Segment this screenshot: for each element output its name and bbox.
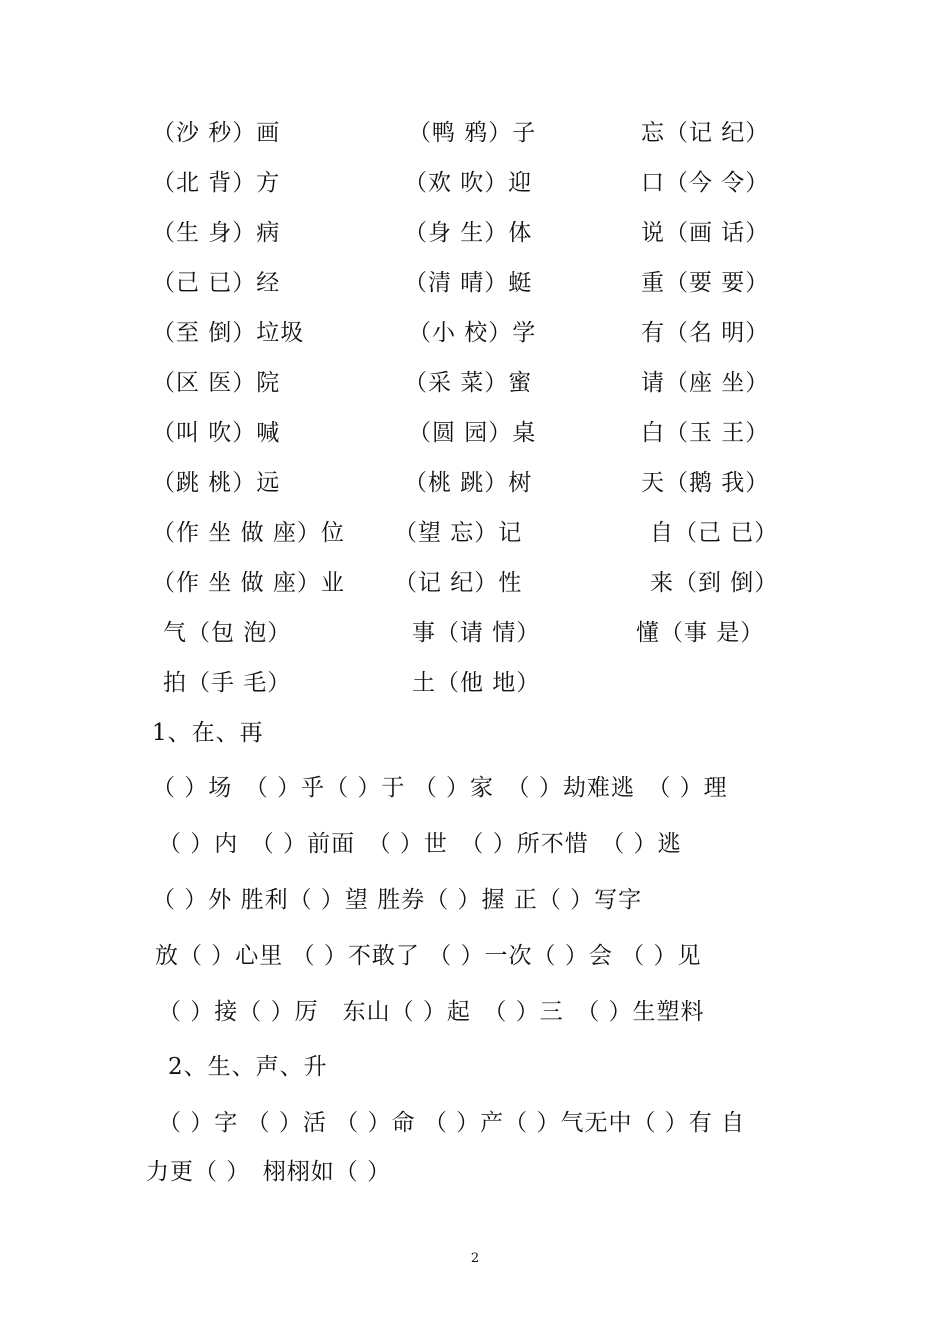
grid-cell: 有（名 明）	[641, 320, 770, 346]
grid-cell: （区 医）院	[152, 370, 281, 396]
grid-cell: 重（要 要）	[641, 270, 770, 296]
grid-cell: 天（鹅 我）	[641, 470, 770, 496]
grid-cell: （圆 园）桌	[408, 420, 537, 446]
grid-cell: （桃 跳）树	[404, 470, 533, 496]
grid-cell: 自（己 已）	[650, 520, 779, 546]
grid-cell: （望 忘）记	[394, 520, 523, 546]
grid-cell: （北 背）方	[152, 170, 281, 196]
grid-cell: （至 倒）垃圾	[152, 320, 305, 346]
grid-cell: （欢 吹）迎	[404, 170, 533, 196]
grid-cell: 懂（事 是）	[636, 620, 765, 646]
grid-cell: 口（今 令）	[641, 170, 770, 196]
grid-cell: （记 纪）性	[394, 570, 523, 596]
grid-cell: （作 坐 做 座）位	[152, 520, 345, 546]
grid-cell: 说（画 话）	[641, 220, 770, 246]
grid-cell: （叫 吹）喊	[152, 420, 281, 446]
exercise-line: （ ）场 （ ）乎（ ）于 （ ）家 （ ）劫难逃 （ ）理	[152, 775, 728, 801]
grid-cell: 请（座 坐）	[641, 370, 770, 396]
grid-cell: （采 菜）蜜	[404, 370, 533, 396]
exercise-line: （ ）字 （ ）活 （ ）命 （ ）产（ ）气无中（ ）有 自	[158, 1110, 746, 1136]
grid-cell: 土（他 地）	[412, 670, 541, 696]
grid-cell: （生 身）病	[152, 220, 281, 246]
grid-cell: （小 校）学	[408, 320, 537, 346]
grid-cell: 来（到 倒）	[650, 570, 779, 596]
grid-cell: 白（玉 王）	[641, 420, 770, 446]
grid-cell: （己 已）经	[152, 270, 281, 296]
grid-cell: 拍（手 毛）	[163, 670, 292, 696]
grid-cell: （跳 桃）远	[152, 470, 281, 496]
grid-cell: 气（包 泡）	[163, 620, 292, 646]
section-heading: 1、在、再	[152, 720, 264, 746]
grid-cell: 事（请 情）	[412, 620, 541, 646]
exercise-line: （ ）外 胜利（ ）望 胜券（ ）握 正（ ）写字	[152, 887, 643, 913]
grid-cell: 忘（记 纪）	[641, 120, 770, 146]
grid-cell: （作 坐 做 座）业	[152, 570, 345, 596]
grid-cell: （鸭 鸦）子	[408, 120, 537, 146]
exercise-line: （ ）内 （ ）前面 （ ）世 （ ）所不惜 （ ）逃	[158, 831, 682, 857]
exercise-line: 力更（ ） 栩栩如（ ）	[146, 1159, 392, 1185]
grid-cell: （沙 秒）画	[152, 120, 281, 146]
page-number: 2	[470, 1251, 480, 1266]
section-heading: 2、生、声、升	[168, 1054, 328, 1080]
exercise-line: （ ）接（ ）厉 东山（ ）起 （ ）三 （ ）生塑料	[158, 999, 705, 1025]
grid-cell: （身 生）体	[404, 220, 533, 246]
grid-cell: （清 晴）蜓	[404, 270, 533, 296]
exercise-line: 放（ ）心里 （ ）不敢了 （ ）一次（ ）会 （ ）见	[155, 943, 702, 969]
